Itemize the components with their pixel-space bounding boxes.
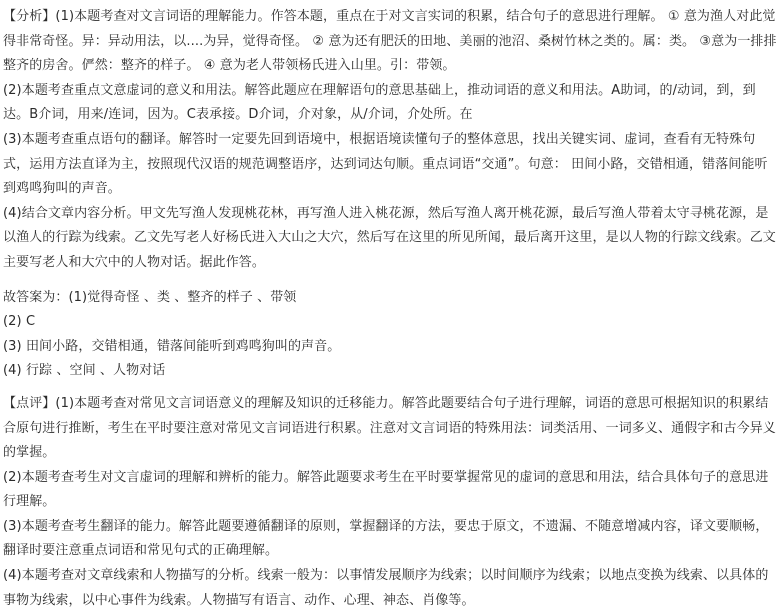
answer-2: (2) C — [3, 314, 36, 330]
answer-3: (3) 田间小路，交错相通，错落间能听到鸡鸣狗叫的声音。 — [3, 338, 341, 354]
comment-paragraph-3: (3)本题考查考生翻译的能力。解答此题要遵循翻译的原则，掌握翻译的方法，要忠于原文，不遗漏、不随意增减内容，译文要顺畅，翻译时要注意重点词语和常见句式的正确理解。 — [3, 518, 769, 559]
comment-paragraph-4: (4)本题考查对文章线索和人物描写的分析。线索一般为：以事情发展顺序为线索；以时间顺序为线索；以地点变换为线索、以具体的事物为线索，以中心事件为线索。人物描写有语言、动作、心理、神态、肖像等。 — [3, 568, 769, 608]
comment-paragraph-2: (2)本题考查考生对文言虚词的理解和辨析的能力。解答此题要求考生在平时要掌握常见的虚词的意思和用法，结合具体句子的意思进行理解。 — [3, 469, 769, 510]
answer-4: (4) 行踪 、空间 、人物对话 — [3, 363, 166, 379]
analysis-paragraph-2: (2)本题考查重点文意虚词的意义和用法。解答此题应在理解语句的意思基础上，推动词语的意义和用法。A助词，的/动词，到，到达。B介词，用来/连词，因为。C表承接。D介词，介对象，从/介词，介处所。在 — [3, 82, 756, 123]
analysis-paragraph-3: (3)本题考查重点语句的翻译。解答时一定要先回到语境中，根据语境读懂句子的整体意思，找出关键实词、虚词，查看有无特殊句式，运用方法直译为主，按照现代汉语的规范调整语序，达到词达句顺。重点词语“交通”。句意： 田间小路，交错相通，错落间能听到鸡鸣狗叫的声音。 — [3, 131, 768, 197]
spacer — [0, 276, 780, 286]
spacer — [0, 384, 780, 392]
analysis-paragraph-1: 【分析】(1)本题考查对文言词语的理解能力。作答本题，重点在于对文言实词的积累，结合句子的意思进行理解。 ① 意为渔人对此觉得非常奇怪。异：异动用法，以....为异，觉得奇怪。 ② 意为还有肥沃的田地、美丽的池沼、桑树竹林之类的。属：类。 ③意为一排排整齐的房舍。俨然：整齐的样子。 ④ 意为老人带领杨氏进入山里。引：带领。 — [3, 9, 777, 74]
comment-paragraph-1: 【点评】(1)本题考查对常见文言词语意义的理解及知识的迁移能力。解答此题要结合句子进行理解，词语的意思可根据知识的积累结合原句进行推断，考生在平时要注意对常见文言词语进行积累。注意对文言词语的特殊用法：词类活用、一词多义、通假字和古今异义的掌握。 — [3, 395, 776, 461]
answer-intro: 故答案为：(1)觉得奇怪 、类 、整齐的样子 、带领 — [3, 289, 297, 305]
analysis-paragraph-4: (4)结合文章内容分析。甲文先写渔人发现桃花林，再写渔人进入桃花源，然后写渔人离开桃花源，最后写渔人带着太守寻桃花源，是以渔人的行踪为线索。乙文先写老人好杨氏进入大山之大穴，然后写在这里的所见所闻，最后离开这里，是以人物的行踪文线索。乙文主要写老人和大穴中的人物对话。据此作答。 — [3, 205, 776, 270]
